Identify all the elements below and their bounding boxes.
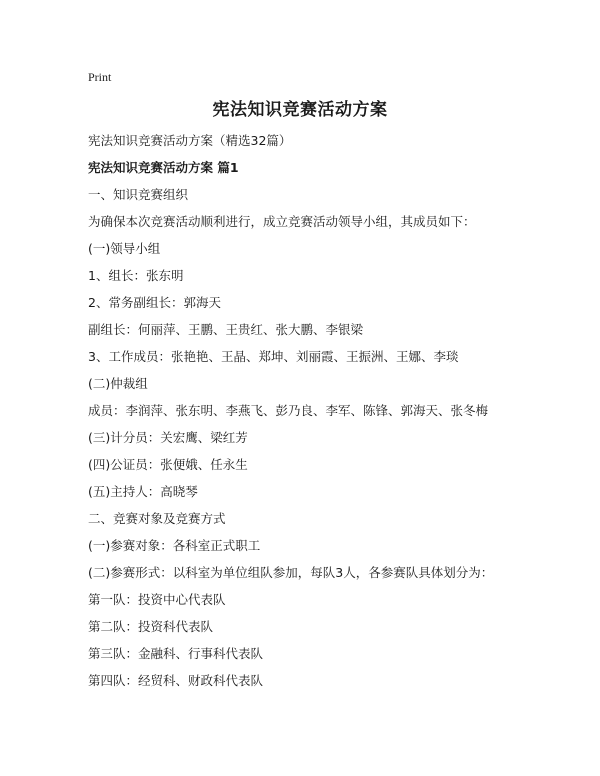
- document-body: [88, 130, 568, 697]
- paragraph-line: (一)领导小组: [88, 241, 161, 256]
- print-label: Print: [88, 70, 112, 84]
- paragraph-line: 一、知识竞赛组织: [88, 187, 189, 202]
- paragraph-line: 副组长：何丽萍、王鹏、王贵红、张大鹏、李银梁: [88, 322, 364, 337]
- paragraph-line: 第三队：金融科、行事科代表队: [88, 646, 264, 661]
- paragraph-line: 第二队：投资科代表队: [88, 619, 214, 634]
- paragraph-line: 成员：李润萍、张东明、李燕飞、彭乃良、李军、陈锋、郭海天、张冬梅: [88, 403, 489, 418]
- section-heading: 宪法知识竞赛活动方案 篇1: [88, 160, 239, 175]
- paragraph-line: (二)仲裁组: [88, 376, 148, 391]
- paragraph-line: (二)参赛形式：以科室为单位组队参加，每队3人，各参赛队具体划分为：: [88, 565, 494, 580]
- paragraph-line: 3、工作成员：张艳艳、王晶、郑坤、刘丽霞、王振洲、王娜、李琰: [88, 349, 459, 364]
- page-title: 宪法知识竞赛活动方案: [212, 100, 388, 120]
- paragraph-line: 宪法知识竞赛活动方案（精选32篇）: [88, 133, 292, 148]
- paragraph-line: 1、组长：张东明: [88, 268, 184, 283]
- paragraph-line: 二、竞赛对象及竞赛方式: [88, 511, 226, 526]
- paragraph-line: (四)公证员：张便娥、任永生: [88, 457, 248, 472]
- paragraph-line: (三)计分员：关宏鹰、梁红芳: [88, 430, 248, 445]
- paragraph-line: 2、常务副组长：郭海天: [88, 295, 221, 310]
- paragraph-line: 第一队：投资中心代表队: [88, 592, 226, 607]
- paragraph-line: 为确保本次竞赛活动顺利进行，成立竞赛活动领导小组，其成员如下：: [88, 214, 476, 229]
- paragraph-line: (五)主持人：高晓琴: [88, 484, 198, 499]
- paragraph-line: 第四队：经贸科、财政科代表队: [88, 673, 264, 688]
- paragraph-line: (一)参赛对象：各科室正式职工: [88, 538, 261, 553]
